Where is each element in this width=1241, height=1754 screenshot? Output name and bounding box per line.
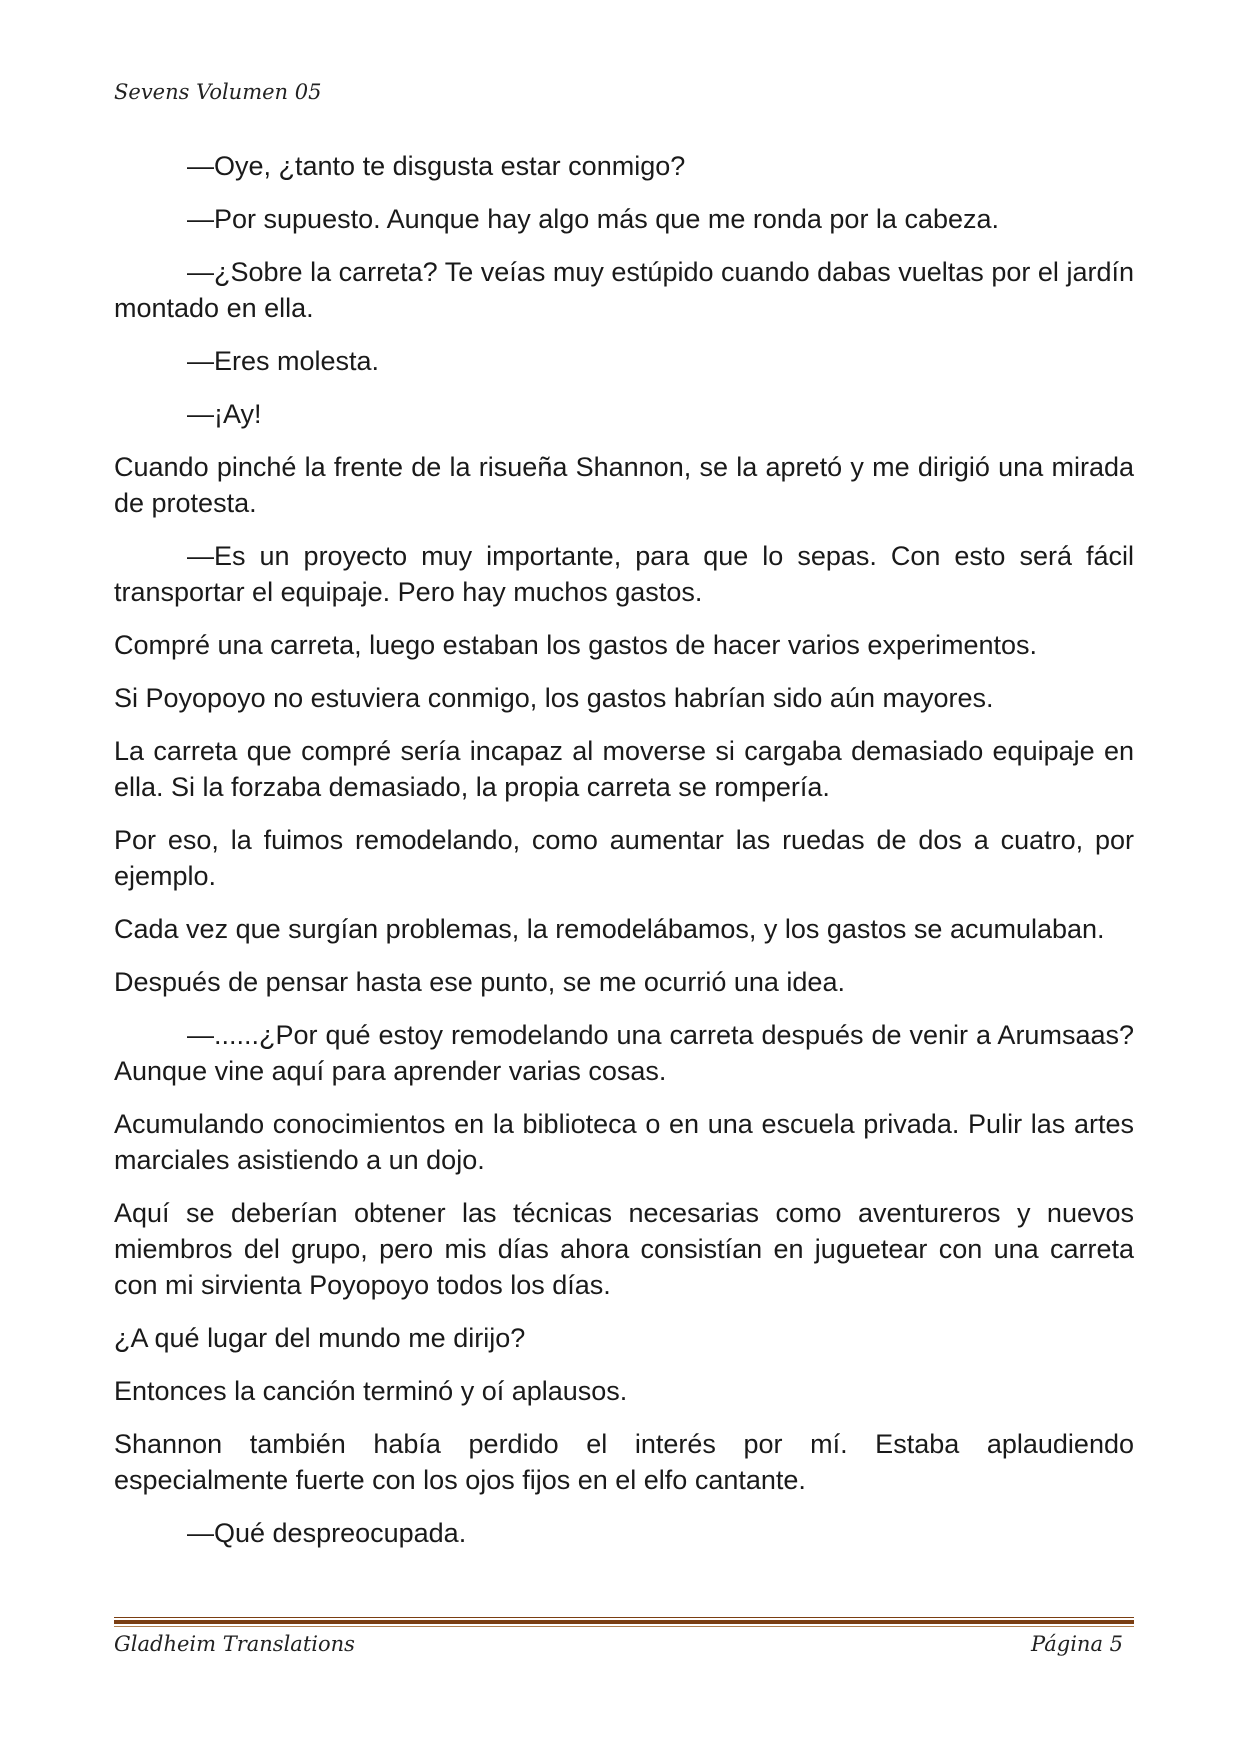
paragraph: —Por supuesto. Aunque hay algo más que me ronda por la cabeza. [187,204,1000,234]
paragraph: Compré una carreta, luego estaban los gastos de hacer varios experimentos. [114,630,1038,660]
footer-credit: Gladheim Translations [114,1632,355,1656]
paragraph: —Oye, ¿tanto te disgusta estar conmigo? [187,151,686,181]
paragraph: —......¿Por qué estoy remodelando una carreta después de venir a Arumsaas? Aunque vine aquí para aprender varias cosas. [114,1020,1134,1086]
paragraph: —Es un proyecto muy importante, para que lo sepas. Con esto será fácil transportar el equipaje. Pero hay muchos gastos. [114,541,1134,607]
page-number: Página 5 [1031,1632,1123,1656]
paragraph: Cada vez que surgían problemas, la remodelábamos, y los gastos se acumulaban. [114,914,1105,944]
paragraph: Si Poyopoyo no estuviera conmigo, los gastos habrían sido aún mayores. [114,683,994,713]
paragraph: Por eso, la fuimos remodelando, como aumentar las ruedas de dos a cuatro, por ejemplo. [114,825,1134,891]
paragraph: Shannon también había perdido el interés por mí. Estaba aplaudiendo especialmente fuerte con los ojos fijos en el elfo cantante. [114,1429,1134,1495]
running-header: Sevens Volumen 05 [114,80,322,104]
paragraph: Entonces la canción terminó y oí aplausos. [114,1376,628,1406]
paragraph: Después de pensar hasta ese punto, se me ocurrió una idea. [114,967,845,997]
paragraph: Cuando pinché la frente de la risueña Shannon, se la apretó y me dirigió una mirada de protesta. [114,452,1134,518]
paragraph: Acumulando conocimientos en la biblioteca o en una escuela privada. Pulir las artes marciales asistiendo a un dojo. [114,1109,1134,1175]
footer-divider [114,1617,1134,1627]
paragraph: —Eres molesta. [187,346,380,376]
paragraph: La carreta que compré sería incapaz al moverse si cargaba demasiado equipaje en ella. Si la forzaba demasiado, la propia carreta se rompería. [114,736,1134,802]
paragraph: ¿A qué lugar del mundo me dirijo? [114,1323,526,1353]
paragraph: Aquí se deberían obtener las técnicas necesarias como aventureros y nuevos miembros del grupo, pero mis días ahora consistían en juguetear con una carreta con mi sirvienta Poyopoyo todos los días. [114,1198,1134,1300]
page-body [114,148,1134,1568]
paragraph: —¡Ay! [187,399,262,429]
paragraph: —Qué despreocupada. [187,1518,467,1548]
paragraph: —¿Sobre la carreta? Te veías muy estúpido cuando dabas vueltas por el jardín montado en ella. [114,257,1134,323]
